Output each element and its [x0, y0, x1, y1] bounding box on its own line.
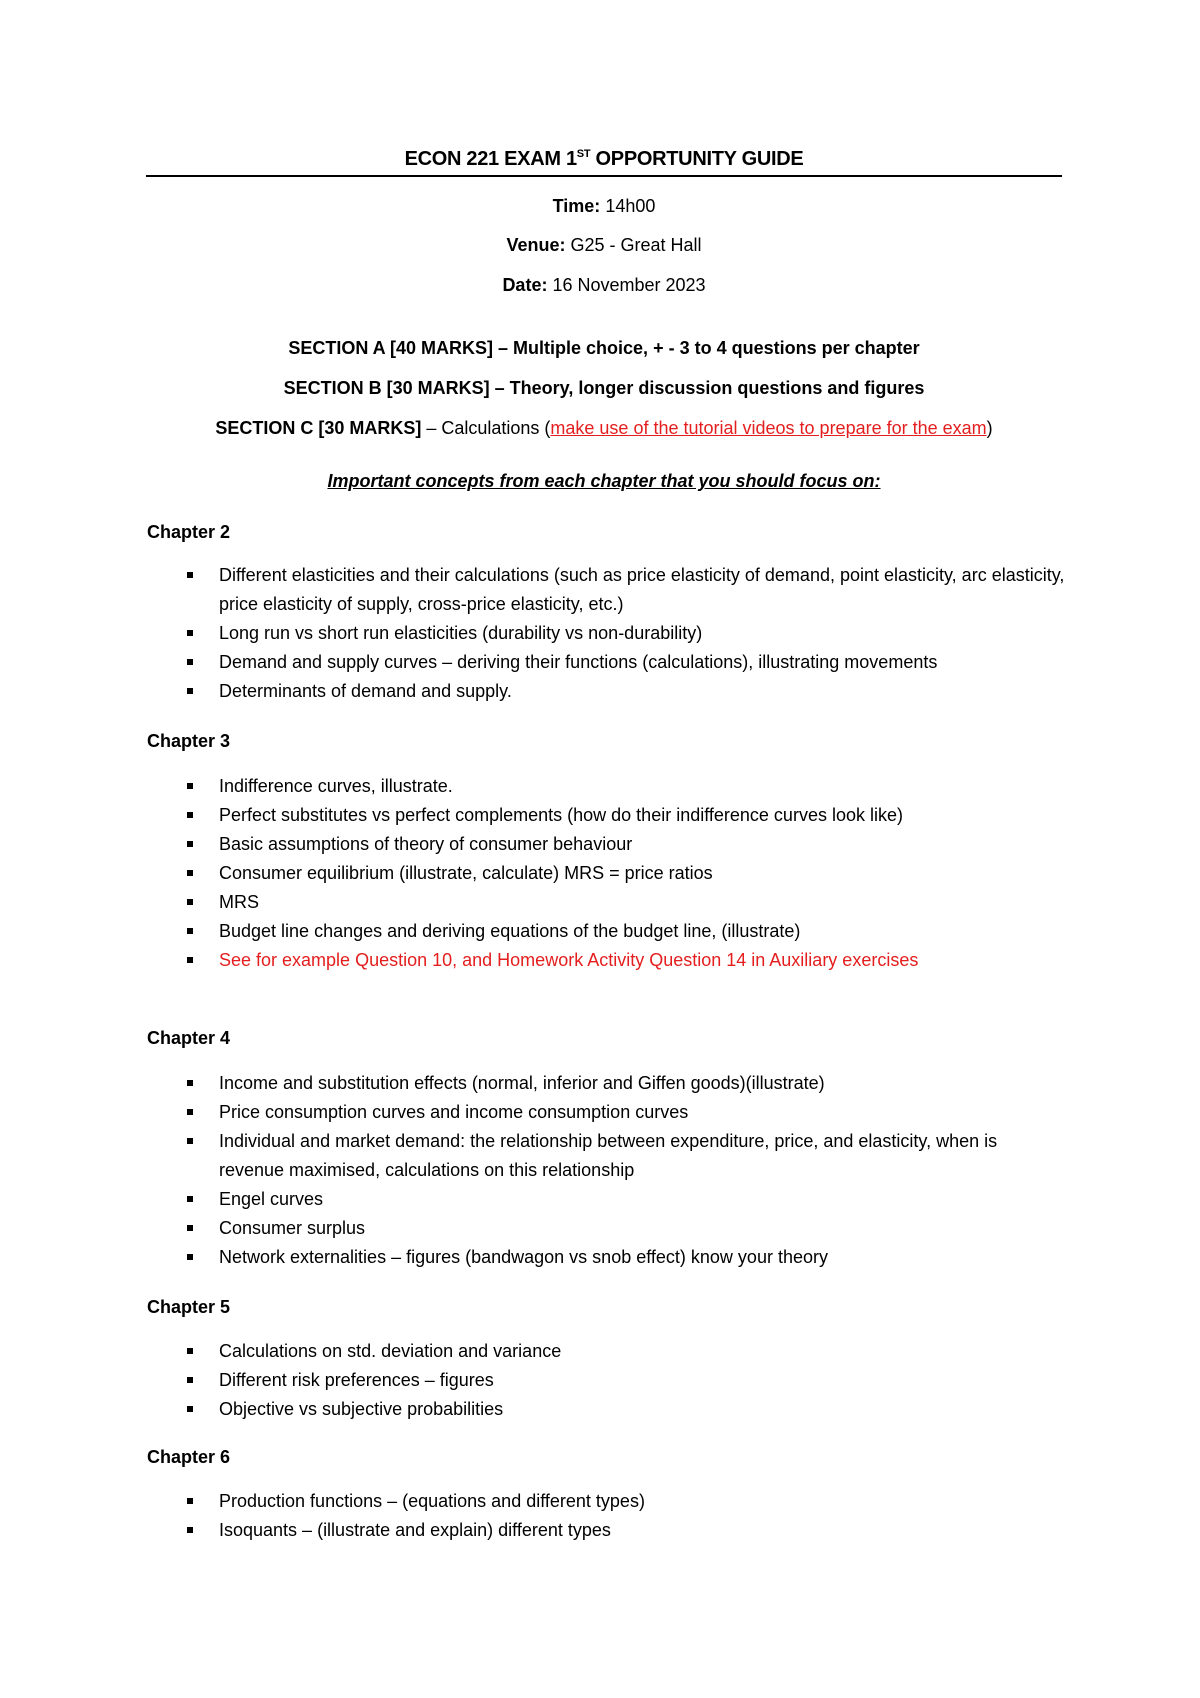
- bullet-icon: [187, 1527, 193, 1533]
- bullet-icon: [187, 957, 193, 963]
- chapter-6-heading: Chapter 6: [147, 1447, 231, 1467]
- list-item: Indifference curves, illustrate.: [147, 772, 1067, 801]
- section-a: SECTION A [40 MARKS] – Multiple choice, + - 3 to 4 questions per chapter: [288, 338, 920, 358]
- bullet-icon: [187, 572, 193, 578]
- tutorial-videos-note: make use of the tutorial videos to prepare for the exam: [550, 418, 987, 438]
- list-item: Engel curves: [147, 1185, 1067, 1214]
- bullet-icon: [187, 1196, 193, 1202]
- list-item: Calculations on std. deviation and variance: [147, 1337, 1067, 1366]
- venue-line: Venue: G25 - Great Hall: [506, 235, 702, 255]
- list-item-highlight: See for example Question 10, and Homework Activity Question 14 in Auxiliary exercises: [147, 946, 1067, 975]
- bullet-icon: [187, 1080, 193, 1086]
- bullet-icon: [187, 1377, 193, 1383]
- bullet-icon: [187, 1498, 193, 1504]
- chapter-5-list: [147, 1337, 1067, 1424]
- list-item: Network externalities – figures (bandwagon vs snob effect) know your theory: [147, 1243, 1067, 1272]
- bullet-icon: [187, 783, 193, 789]
- chapter-4-heading: Chapter 4: [147, 1028, 231, 1048]
- bullet-icon: [187, 841, 193, 847]
- bullet-icon: [187, 688, 193, 694]
- chapter-6-list: [147, 1487, 1067, 1545]
- bullet-icon: [187, 1109, 193, 1115]
- list-item: Long run vs short run elasticities (durability vs non-durability): [147, 619, 1067, 648]
- bullet-icon: [187, 870, 193, 876]
- list-item: Isoquants – (illustrate and explain) different types: [147, 1516, 1067, 1545]
- bullet-icon: [187, 1138, 193, 1144]
- chapter-5-heading: Chapter 5: [147, 1297, 231, 1317]
- list-item: Perfect substitutes vs perfect complements (how do their indifference curves look like): [147, 801, 1067, 830]
- focus-heading: Important concepts from each chapter that you should focus on:: [327, 471, 881, 491]
- title-divider: [146, 175, 1062, 177]
- time-line: Time: 14h00: [552, 196, 656, 216]
- chapter-2-heading: Chapter 2: [147, 522, 231, 542]
- list-item: Consumer surplus: [147, 1214, 1067, 1243]
- list-item: MRS: [147, 888, 1067, 917]
- list-item: Objective vs subjective probabilities: [147, 1395, 1067, 1424]
- list-item: Determinants of demand and supply.: [147, 677, 1067, 706]
- chapter-3-list: [147, 772, 1067, 975]
- list-item: Price consumption curves and income consumption curves: [147, 1098, 1067, 1127]
- bullet-icon: [187, 899, 193, 905]
- list-item: Production functions – (equations and different types): [147, 1487, 1067, 1516]
- chapter-4-list: [147, 1069, 1067, 1272]
- list-item: Different risk preferences – figures: [147, 1366, 1067, 1395]
- list-item: Income and substitution effects (normal, inferior and Giffen goods)(illustrate): [147, 1069, 1067, 1098]
- bullet-icon: [187, 630, 193, 636]
- page-title: ECON 221 EXAM 1ST OPPORTUNITY GUIDE: [404, 148, 804, 170]
- section-b: SECTION B [30 MARKS] – Theory, longer discussion questions and figures: [283, 378, 925, 398]
- bullet-icon: [187, 1254, 193, 1260]
- list-item: Consumer equilibrium (illustrate, calculate) MRS = price ratios: [147, 859, 1067, 888]
- chapter-2-list: [147, 561, 1067, 706]
- bullet-icon: [187, 1406, 193, 1412]
- bullet-icon: [187, 1348, 193, 1354]
- bullet-icon: [187, 812, 193, 818]
- title-superscript: ST: [576, 148, 591, 160]
- date-line: Date: 16 November 2023: [502, 275, 706, 295]
- bullet-icon: [187, 1225, 193, 1231]
- list-item: Basic assumptions of theory of consumer behaviour: [147, 830, 1067, 859]
- chapter-3-heading: Chapter 3: [147, 731, 231, 751]
- bullet-icon: [187, 928, 193, 934]
- list-item: Budget line changes and deriving equations of the budget line, (illustrate): [147, 917, 1067, 946]
- bullet-icon: [187, 659, 193, 665]
- list-item: Demand and supply curves – deriving their functions (calculations), illustrating movements: [147, 648, 1067, 677]
- list-item: Different elasticities and their calculations (such as price elasticity of demand, point elasticity, arc elasticity, price elasticity of supply, cross-price elasticity, etc.): [147, 561, 1067, 619]
- list-item: Individual and market demand: the relationship between expenditure, price, and elasticity, when is revenue maximised, calculations on this relationship: [147, 1127, 1067, 1185]
- section-c: SECTION C [30 MARKS] – Calculations (make use of the tutorial videos to prepare for the exam): [215, 418, 993, 438]
